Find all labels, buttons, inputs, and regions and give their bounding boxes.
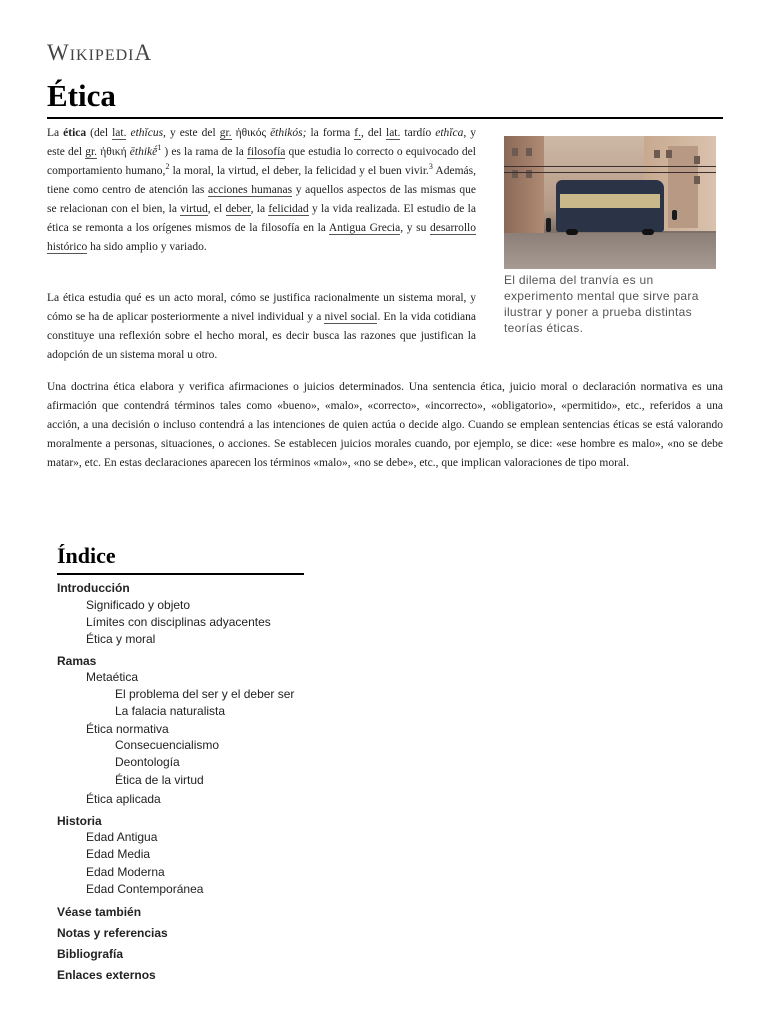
- photo-person: [672, 210, 677, 220]
- photo-tram-wheel: [566, 229, 578, 235]
- wikipedia-logo[interactable]: [47, 40, 152, 66]
- abbr-link-lat[interactable]: lat.: [112, 127, 127, 139]
- toc-item[interactable]: Historia: [57, 814, 102, 828]
- toc-item[interactable]: Edad Media: [86, 847, 151, 861]
- toc-item[interactable]: Edad Moderna: [86, 865, 165, 879]
- photo-tram-windows: [560, 194, 660, 208]
- photo-tram-wheel: [642, 229, 654, 235]
- footnote-ref-3[interactable]: 3: [428, 162, 433, 172]
- toc-item[interactable]: Enlaces externos: [57, 968, 156, 982]
- photo-window: [694, 176, 700, 184]
- photo-overhead-wire: [504, 172, 716, 173]
- toc-item[interactable]: Edad Antigua: [86, 830, 158, 844]
- link-filosofia[interactable]: filosofía: [247, 146, 286, 158]
- toc-title: Índice: [57, 543, 116, 568]
- photo-window: [654, 150, 660, 158]
- toc-divider: [57, 573, 304, 575]
- photo-building-left: [504, 136, 544, 246]
- toc-item[interactable]: La falacia naturalista: [115, 704, 226, 718]
- photo-window: [512, 148, 518, 156]
- link-virtud[interactable]: virtud: [180, 203, 208, 215]
- page-title: Ética: [47, 78, 116, 113]
- toc-item[interactable]: Ética y moral: [86, 632, 156, 646]
- toc-item[interactable]: Significado y objeto: [86, 598, 191, 612]
- toc-item[interactable]: Límites con disciplinas adyacentes: [86, 615, 271, 629]
- toc-item[interactable]: Ética aplicada: [86, 792, 161, 806]
- photo-window: [694, 156, 700, 164]
- intro-paragraph-3: Una doctrina ética elabora y verifica afirmaciones o juicios determinados. Una sentencia ética, juicio moral o declaración normativa es una afirmación que contendrá términos tales como «bueno», «malo», «correcto», «incorrecto», «obligatorio», «permitido», etc., referidos a una acción, a una decisión o incluso contendrá a las intenciones de quien actúa o decide algo. Cuando se emplean sentencias éticas se está valorando moralmente a personas, situaciones, o acciones. Se establecen juicios morales cuando, por ejemplo, se dice: «ese hombre es malo», «no se debe matar», etc. En estas declaraciones aparecen los términos «malo», «no se debe», etc., que implican valoraciones de tipo moral.: [47, 381, 723, 469]
- toc-item[interactable]: Ramas: [57, 654, 97, 668]
- toc-item[interactable]: Bibliografía: [57, 947, 124, 961]
- link-felicidad[interactable]: felicidad: [268, 203, 309, 215]
- toc-item[interactable]: Ética normativa: [86, 722, 169, 736]
- photo-window: [526, 148, 532, 156]
- toc-item[interactable]: Introducción: [57, 581, 130, 595]
- footnote-ref-2[interactable]: 2: [165, 162, 170, 172]
- photo-overhead-wire: [504, 166, 716, 167]
- photo-window: [666, 150, 672, 158]
- toc-item[interactable]: Véase también: [57, 905, 142, 919]
- abbr-link-f[interactable]: f.: [354, 127, 362, 139]
- abbr-link-gr-2[interactable]: gr.: [85, 146, 98, 158]
- logo-letter-w: W: [47, 40, 70, 65]
- link-nivel-social[interactable]: nivel social: [324, 311, 378, 323]
- tram-photo[interactable]: [504, 136, 716, 269]
- photo-person: [546, 218, 551, 232]
- toc-item[interactable]: Consecuencialismo: [115, 738, 220, 752]
- toc-item[interactable]: Metaética: [86, 670, 139, 684]
- abbr-link-gr[interactable]: gr.: [219, 127, 232, 139]
- logo-letters: IKIPEDI: [69, 47, 135, 64]
- abbr-link-lat-2[interactable]: lat.: [386, 127, 401, 139]
- toc-item[interactable]: Deontología: [115, 755, 180, 769]
- image-caption: El dilema del tranvía es un experimento mental que sirve para ilustrar y poner a prueba distintas teorías éticas.: [504, 273, 699, 335]
- toc-item[interactable]: Edad Contemporánea: [86, 882, 204, 896]
- intro-paragraph-2: La ética estudia qué es un acto moral, cómo se justifica racionalmente un sistema moral, y cómo se ha de aplicar posteriormente a nivel individual y a nivel social. En la vida cotidiana constituye una reflexión sobre el hecho moral, es decir busca las razones que justifican la adopción de un sistema moral u otro.: [47, 292, 476, 361]
- intro-paragraph-1: La ética (del lat. ethĭcus, y este del gr. ἠθικός ēthikós; la forma f., del lat. tardío ethĭca, y este del gr. ἠθική ēthikḗ$^1$ ) es la rama de la filosofía que estudia lo correcto o equivocado del comportamiento humano,$^2$ la moral, la virtud, el deber, la felicidad y el buen vivir.$^3$ Además, tiene como centro de atención las acciones humanas y aquellos aspectos de las mismas que se relacionan con el bien, la virtud, el deber, la felicidad y la vida realizada. El estudio de la ética se remonta a los orígenes mismos de la filosofía en la Antigua Grecia, y su desarrollo histórico ha sido amplio y variado.: [47, 127, 477, 253]
- logo-letter-a: A: [134, 40, 153, 65]
- link-acciones-humanas[interactable]: acciones humanas: [208, 184, 293, 196]
- footnote-ref-1[interactable]: 1: [157, 143, 162, 153]
- photo-tram: [556, 180, 664, 232]
- toc-item[interactable]: Notas y referencias: [57, 926, 168, 940]
- toc-item[interactable]: Ética de la virtud: [115, 773, 204, 787]
- photo-street: [504, 233, 716, 269]
- image-infobox: [504, 136, 716, 336]
- link-antigua-grecia[interactable]: Antigua Grecia: [328, 222, 401, 234]
- link-desarrollo-historico[interactable]: desarrollo histórico: [47, 222, 476, 253]
- table-of-contents: [57, 543, 307, 982]
- title-divider: [47, 117, 723, 119]
- toc-item[interactable]: El problema del ser y el deber ser: [115, 687, 295, 701]
- link-deber[interactable]: deber: [225, 203, 251, 215]
